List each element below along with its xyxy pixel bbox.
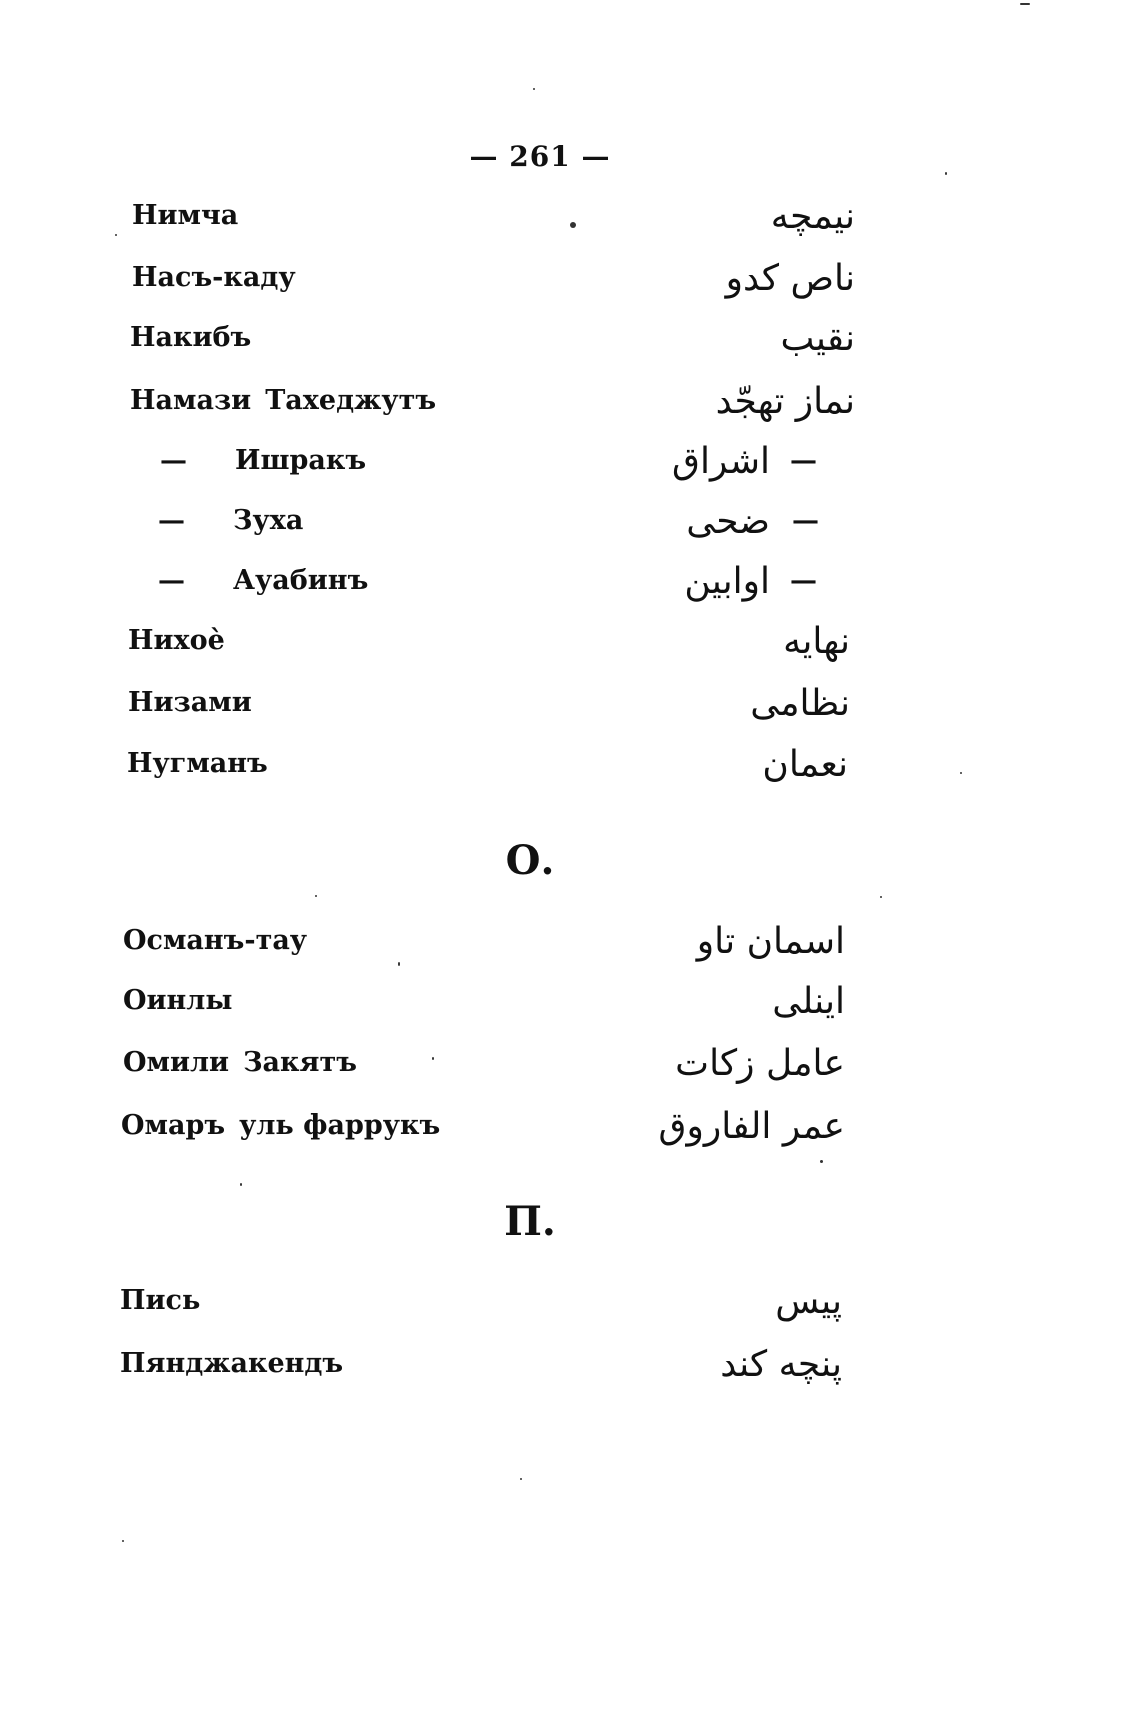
scan-speck [520,1478,522,1480]
list-item [0,258,1140,312]
russian-word: Омили [123,1047,230,1078]
scan-speck [115,234,117,236]
russian-term: Нимча [132,200,239,231]
russian-term: Пянджакендъ [120,1348,344,1379]
russian-term: Пись [120,1285,201,1316]
scan-speck [1020,3,1030,5]
scan-speck [533,88,535,90]
scan-speck [820,1160,823,1163]
arabic-term: اوابین [684,561,770,602]
list-item [0,318,1140,372]
ditto-dash: — [160,445,187,476]
arabic-term: ناص کدو [725,258,855,299]
russian-term: Османъ-тау [123,925,308,956]
russian-term: Насъ-каду [132,262,296,293]
arabic-term: اینلی [772,981,845,1022]
ditto-dash: — [790,445,817,476]
russian-term [123,1047,357,1078]
russian-term: Ишракъ [235,445,367,476]
page-number: — 261 — [469,140,611,173]
ditto-dash: — [158,565,185,596]
list-item [0,381,1140,435]
arabic-term: اشراق [672,441,770,482]
scan-speck [122,1540,124,1542]
list-item [0,441,1140,495]
arabic-term: نیمچه [770,196,855,237]
section-heading: П. [504,1198,556,1245]
russian-word: Намази [130,385,252,416]
arabic-term: نعمان [762,744,848,785]
scan-speck [945,172,947,175]
russian-word: Закятъ [243,1047,357,1078]
list-item [0,921,1140,975]
arabic-term: پیس [775,1281,842,1322]
russian-term [130,385,436,416]
arabic-term: نماز تهجّد [715,381,855,422]
list-item [0,1106,1140,1160]
scan-speck [960,772,962,774]
list-item [0,561,1140,615]
scan-speck [880,896,882,898]
list-item [0,621,1140,675]
russian-term: Накибъ [130,322,252,353]
scan-speck [315,895,317,897]
scan-speck [432,1057,434,1060]
russian-term: Низами [128,687,252,718]
list-item [0,1281,1140,1335]
arabic-term: نهایه [783,621,850,662]
russian-word: Омаръ [121,1110,226,1141]
scan-speck [570,222,576,228]
arabic-term: نظامی [750,683,850,724]
russian-term: Нихоѐ [128,625,225,656]
ditto-dash: — [792,505,819,536]
russian-term: Ауабинъ [233,565,369,596]
russian-word: Тахеджутъ [265,385,437,416]
russian-word: уль фаррукъ [239,1110,441,1141]
arabic-term: پنچه کند [720,1344,842,1385]
arabic-term: نقیب [780,318,855,359]
arabic-term: عمر الفاروق [658,1106,845,1147]
ditto-dash: — [158,505,185,536]
arabic-term: ضحی [686,501,770,542]
list-item [0,683,1140,737]
russian-term: Нугманъ [127,748,268,779]
list-item [0,501,1140,555]
arabic-term: اسمان تاو [696,921,845,962]
russian-term: Оинлы [123,985,233,1016]
list-item [0,744,1140,798]
scan-speck [240,1183,242,1186]
section-heading: О. [505,837,555,884]
list-item [0,1344,1140,1398]
list-item [0,1043,1140,1097]
russian-term: Зуха [233,505,304,536]
arabic-term: عامل زکات [675,1043,845,1084]
list-item [0,981,1140,1035]
ditto-dash: — [790,565,817,596]
russian-term [121,1110,440,1141]
scan-speck [398,962,400,966]
